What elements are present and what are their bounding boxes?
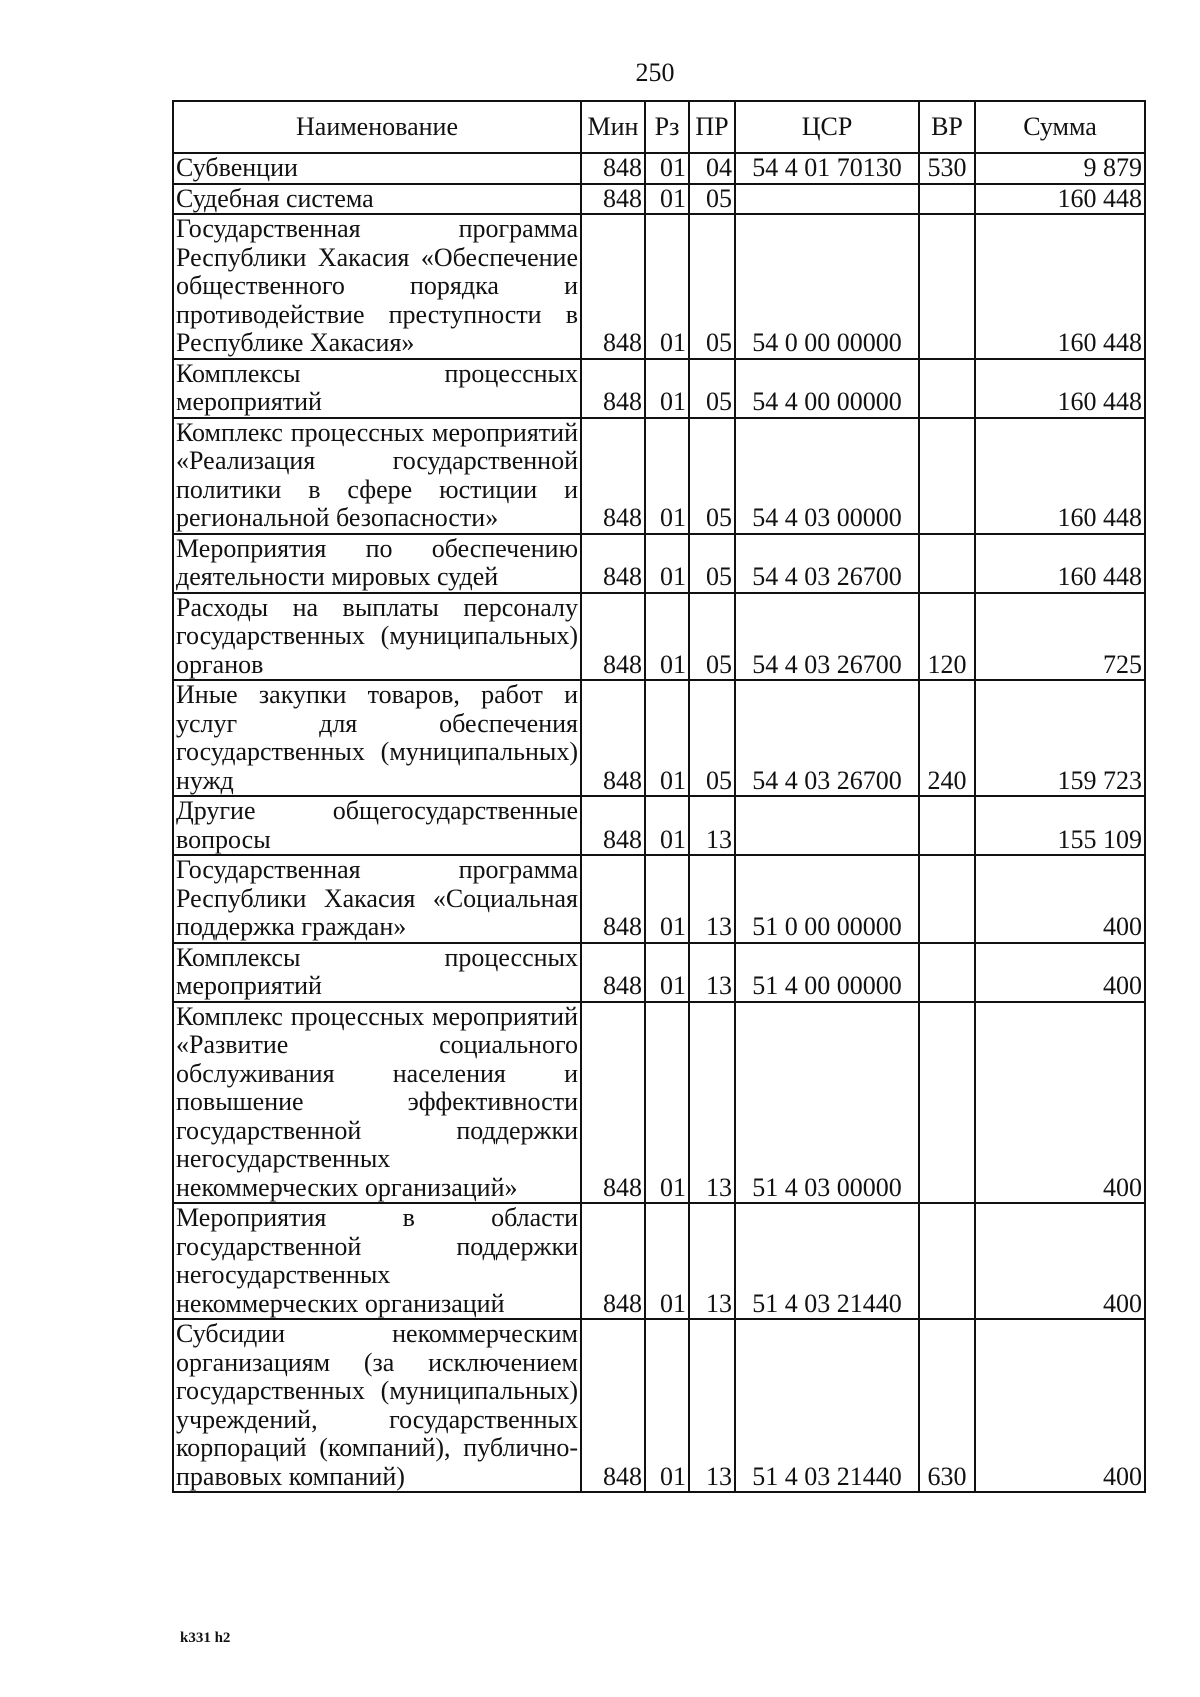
row-name: Расходы на выплаты персоналу государственных (муниципальных) органов xyxy=(173,593,581,681)
row-min: 848 xyxy=(581,1002,645,1204)
row-sum: 155 109 xyxy=(975,796,1145,855)
row-csr: 51 4 03 00000 xyxy=(735,1002,919,1204)
row-sum: 9 879 xyxy=(975,153,1145,184)
row-vr: 240 xyxy=(919,680,975,796)
row-vr xyxy=(919,534,975,593)
row-pr: 05 xyxy=(689,534,735,593)
row-csr: 51 4 00 00000 xyxy=(735,943,919,1002)
row-rz: 01 xyxy=(645,1319,689,1492)
header-min: Мин xyxy=(581,101,645,153)
row-csr: 54 4 03 00000 xyxy=(735,418,919,534)
row-sum: 160 448 xyxy=(975,534,1145,593)
row-csr: 54 4 03 26700 xyxy=(735,680,919,796)
row-sum: 725 xyxy=(975,593,1145,681)
row-min: 848 xyxy=(581,1319,645,1492)
row-sum: 159 723 xyxy=(975,680,1145,796)
row-vr xyxy=(919,359,975,418)
row-rz: 01 xyxy=(645,943,689,1002)
header-sum: Сумма xyxy=(975,101,1145,153)
row-vr xyxy=(919,943,975,1002)
row-csr: 54 4 03 26700 xyxy=(735,593,919,681)
row-name: Мероприятия по обеспечению деятельности мировых судей xyxy=(173,534,581,593)
row-min: 848 xyxy=(581,680,645,796)
row-sum: 400 xyxy=(975,1319,1145,1492)
row-sum: 160 448 xyxy=(975,418,1145,534)
table-row xyxy=(173,418,1145,534)
table-row xyxy=(173,1002,1145,1204)
row-pr: 05 xyxy=(689,418,735,534)
row-sum: 160 448 xyxy=(975,184,1145,215)
row-min: 848 xyxy=(581,943,645,1002)
row-rz: 01 xyxy=(645,418,689,534)
row-pr: 05 xyxy=(689,214,735,359)
row-name: Мероприятия в области государственной поддержки негосударственных некоммерческих организаций xyxy=(173,1203,581,1319)
table-row xyxy=(173,359,1145,418)
row-rz: 01 xyxy=(645,359,689,418)
row-min: 848 xyxy=(581,153,645,184)
row-pr: 13 xyxy=(689,943,735,1002)
row-rz: 01 xyxy=(645,796,689,855)
row-sum: 400 xyxy=(975,1002,1145,1204)
row-pr: 05 xyxy=(689,359,735,418)
row-min: 848 xyxy=(581,796,645,855)
table-row xyxy=(173,855,1145,943)
row-pr: 13 xyxy=(689,1319,735,1492)
table-row xyxy=(173,214,1145,359)
row-name: Иные закупки товаров, работ и услуг для обеспечения государственных (муниципальных) нужд xyxy=(173,680,581,796)
row-rz: 01 xyxy=(645,593,689,681)
row-name: Государственная программа Республики Хакасия «Обеспечение общественного порядка и противодействие преступности в Республике Хакасия» xyxy=(173,214,581,359)
row-vr: 120 xyxy=(919,593,975,681)
row-name: Комплекс процессных мероприятий «Реализация государственной политики в сфере юстиции и региональной безопасности» xyxy=(173,418,581,534)
table-row xyxy=(173,1203,1145,1319)
row-sum: 400 xyxy=(975,943,1145,1002)
row-sum: 400 xyxy=(975,855,1145,943)
row-csr: 51 4 03 21440 xyxy=(735,1203,919,1319)
row-pr: 13 xyxy=(689,1002,735,1204)
row-name: Государственная программа Республики Хакасия «Социальная поддержка граждан» xyxy=(173,855,581,943)
row-vr xyxy=(919,418,975,534)
table-row xyxy=(173,534,1145,593)
row-min: 848 xyxy=(581,184,645,215)
row-csr xyxy=(735,796,919,855)
row-csr xyxy=(735,184,919,215)
row-min: 848 xyxy=(581,359,645,418)
row-csr: 54 0 00 00000 xyxy=(735,214,919,359)
row-vr xyxy=(919,855,975,943)
budget-table xyxy=(172,100,1146,1493)
row-min: 848 xyxy=(581,418,645,534)
row-rz: 01 xyxy=(645,680,689,796)
table-row xyxy=(173,1319,1145,1492)
row-pr: 13 xyxy=(689,855,735,943)
row-vr xyxy=(919,1002,975,1204)
row-name: Субсидии некоммерческим организациям (за исключением государственных (муниципальных) учреждений, государственных корпораций (компаний), публично-правовых компаний) xyxy=(173,1319,581,1492)
row-rz: 01 xyxy=(645,1203,689,1319)
row-name: Комплексы процессных мероприятий xyxy=(173,359,581,418)
row-pr: 05 xyxy=(689,184,735,215)
row-name: Комплексы процессных мероприятий xyxy=(173,943,581,1002)
row-min: 848 xyxy=(581,534,645,593)
row-csr: 54 4 00 00000 xyxy=(735,359,919,418)
footer-code: k331 h2 xyxy=(180,1630,231,1646)
table-row xyxy=(173,153,1145,184)
page-number: 250 xyxy=(635,58,675,87)
row-vr xyxy=(919,796,975,855)
row-vr xyxy=(919,214,975,359)
row-min: 848 xyxy=(581,855,645,943)
row-csr: 54 4 01 70130 xyxy=(735,153,919,184)
row-min: 848 xyxy=(581,593,645,681)
row-rz: 01 xyxy=(645,184,689,215)
row-pr: 05 xyxy=(689,680,735,796)
row-rz: 01 xyxy=(645,534,689,593)
table-row xyxy=(173,593,1145,681)
table-row xyxy=(173,796,1145,855)
row-min: 848 xyxy=(581,214,645,359)
row-rz: 01 xyxy=(645,214,689,359)
row-csr: 51 4 03 21440 xyxy=(735,1319,919,1492)
table-row xyxy=(173,680,1145,796)
header-rz: Рз xyxy=(645,101,689,153)
row-rz: 01 xyxy=(645,1002,689,1204)
row-sum: 160 448 xyxy=(975,359,1145,418)
row-rz: 01 xyxy=(645,153,689,184)
header-vr: ВР xyxy=(919,101,975,153)
table-row xyxy=(173,943,1145,1002)
row-sum: 400 xyxy=(975,1203,1145,1319)
row-csr: 51 0 00 00000 xyxy=(735,855,919,943)
row-vr xyxy=(919,184,975,215)
row-pr: 04 xyxy=(689,153,735,184)
row-name: Субвенции xyxy=(173,153,581,184)
row-min: 848 xyxy=(581,1203,645,1319)
header-name: Наименование xyxy=(173,101,581,153)
row-vr: 530 xyxy=(919,153,975,184)
row-pr: 05 xyxy=(689,593,735,681)
row-pr: 13 xyxy=(689,796,735,855)
table-row xyxy=(173,184,1145,215)
row-name: Комплекс процессных мероприятий «Развитие социального обслуживания населения и повышение эффективности государственной поддержки негосударственных некоммерческих организаций» xyxy=(173,1002,581,1204)
row-vr xyxy=(919,1203,975,1319)
row-csr: 54 4 03 26700 xyxy=(735,534,919,593)
table-header-row xyxy=(173,101,1145,153)
row-name: Другие общегосударственные вопросы xyxy=(173,796,581,855)
row-pr: 13 xyxy=(689,1203,735,1319)
header-csr: ЦСР xyxy=(735,101,919,153)
row-vr: 630 xyxy=(919,1319,975,1492)
row-name: Судебная система xyxy=(173,184,581,215)
row-sum: 160 448 xyxy=(975,214,1145,359)
header-pr: ПР xyxy=(689,101,735,153)
row-rz: 01 xyxy=(645,855,689,943)
